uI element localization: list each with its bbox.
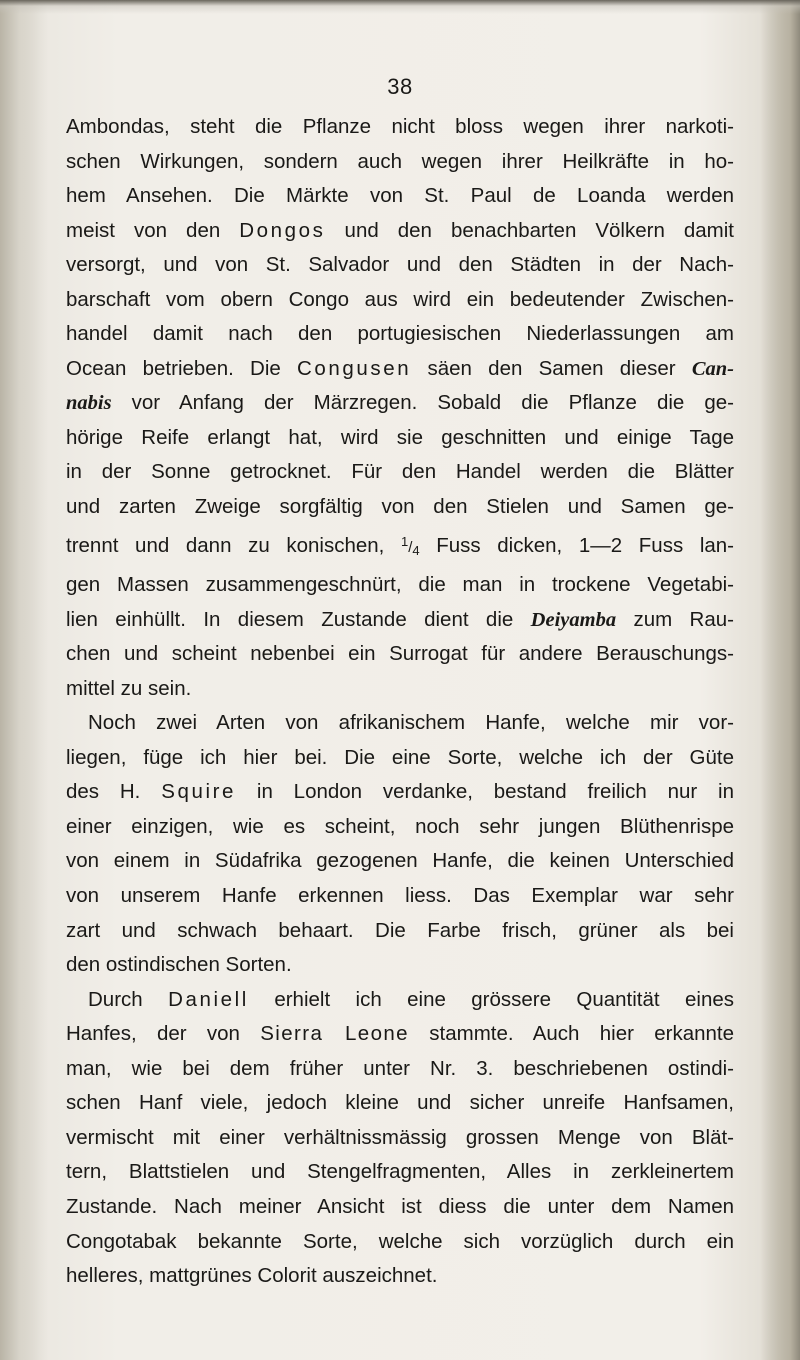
text-line: des H. Squire in London verdanke, bestand freilich nur in [66, 780, 734, 804]
fraction-quarter: $^1/_4$ [400, 533, 420, 558]
text-line: vermischt mit einer verhältnissmässig grossen Menge von Blät- [66, 1125, 734, 1149]
text-line: chen und scheint nebenbei ein Surrogat für andere Berauschungs- [66, 642, 734, 666]
text-line: schen Hanf viele, jedoch kleine und sicher unreife Hanfsamen, [66, 1091, 734, 1115]
text-line: in der Sonne getrocknet. Für den Handel werden die Blätter [66, 460, 734, 484]
spaced-name-sierra-leone: Sierra Leone [260, 1022, 409, 1046]
text-line: helleres, mattgrünes Colorit auszeichnet. [66, 1264, 438, 1288]
text-line: Ambondas, steht die Pflanze nicht bloss wegen ihrer narkoti- [66, 115, 734, 138]
text-line: Durch Daniell erhielt ich eine grössere Quantität eines [88, 987, 734, 1011]
text-line: trennt und dann zu konischen, $^1/_4$ Fuss dicken, 1—2 Fuss lan- [66, 533, 734, 558]
text-line: Ocean betrieben. Die Congusen säen den Samen dieser Can- [66, 356, 734, 380]
italic-term-cannabis: Can- [691, 357, 734, 380]
text-line: nabis vor Anfang der Märzregen. Sobald die Pflanze die ge- [66, 391, 734, 415]
text-line: Hanfes, der von Sierra Leone stammte. Auch hier erkannte [66, 1022, 734, 1046]
text-line: hörige Reife erlangt hat, wird sie geschnitten und einige Tage [66, 425, 734, 449]
text-line: schen Wirkungen, sondern auch wegen ihrer Heilkräfte in ho- [66, 149, 734, 173]
text-line: einer einzigen, wie es scheint, noch sehr jungen Blüthenrispe [66, 814, 734, 838]
text-line: hem Ansehen. Die Märkte von St. Paul de Loanda werden [66, 184, 734, 208]
spaced-name-daniell: Daniell [168, 987, 249, 1011]
text-line: lien einhüllt. In diesem Zustande dient die Deiyamba zum Rau- [66, 607, 734, 631]
top-edge-shadow [0, 0, 800, 14]
text-line: Zustande. Nach meiner Ansicht ist diess die unter dem Namen [66, 1194, 734, 1218]
text-line: tern, Blattstielen und Stengelfragmenten, Alles in zerkleinertem [66, 1160, 734, 1184]
text-line: gen Massen zusammengeschnürt, die man in trockene Vegetabi- [66, 573, 734, 597]
italic-term-cannabis-cont: nabis [66, 392, 112, 415]
spaced-name-congusen: Congusen [297, 356, 412, 380]
right-page-edge [760, 0, 800, 1360]
page-number: 38 [387, 74, 413, 99]
left-binding-shadow [0, 0, 48, 1360]
spaced-name-squire: Squire [161, 780, 237, 804]
text-line: Noch zwei Arten von afrikanischem Hanfe, welche mir vor- [88, 711, 734, 735]
text-line: Congotabak bekannte Sorte, welche sich vorzüglich durch ein [66, 1229, 734, 1253]
text-line: versorgt, und von St. Salvador und den Städten in der Nach- [66, 253, 734, 277]
italic-term-deiyamba: Deiyamba [530, 608, 617, 631]
text-line: man, wie bei dem früher unter Nr. 3. beschriebenen ostindi- [66, 1056, 734, 1080]
text-line: zart und schwach behaart. Die Farbe frisch, grüner als bei [66, 918, 734, 942]
text-line: und zarten Zweige sorgfältig von den Stielen und Samen ge- [66, 495, 734, 519]
text-line: mittel zu sein. [66, 676, 192, 700]
text-line: liegen, füge ich hier bei. Die eine Sorte, welche ich der Güte [66, 745, 734, 769]
spaced-name-dongos: Dongos [239, 218, 326, 242]
text-line: handel damit nach den portugiesischen Niederlassungen am [66, 322, 734, 346]
body-text [66, 110, 734, 1294]
text-line: den ostindischen Sorten. [66, 953, 292, 977]
text-line: von einem in Südafrika gezogenen Hanfe, die keinen Unterschied [66, 849, 734, 873]
text-line: meist von den Dongos und den benachbarten Völkern damit [66, 218, 734, 242]
text-line: barschaft vom obern Congo aus wird ein bedeutender Zwischen- [66, 287, 734, 311]
text-line: von unserem Hanfe erkennen liess. Das Exemplar war sehr [66, 884, 734, 908]
